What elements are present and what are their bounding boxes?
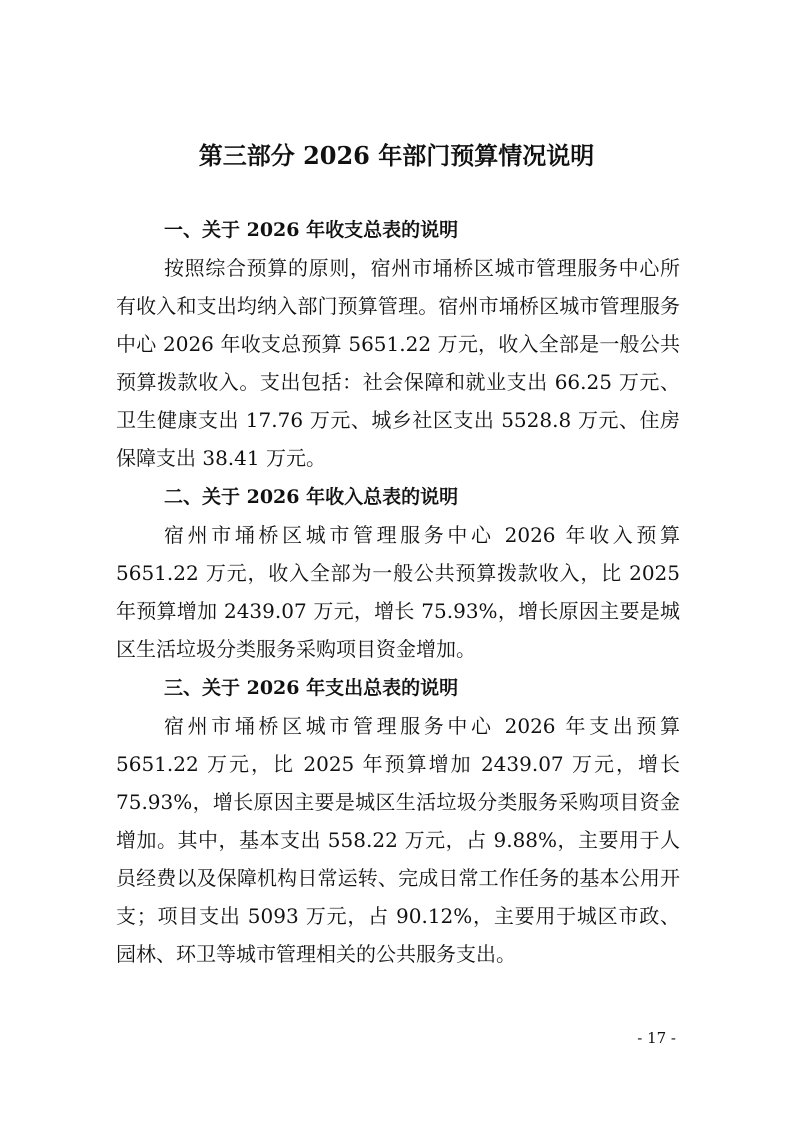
page-number: - 17 - [637,1029,676,1047]
section-heading: 三、关于 2026 年支出总表的说明 [164,677,459,699]
section-paragraph: 宿州市埇桥区城市管理服务中心 2026 年支出预算 5651.22 万元，比 2025 年预算增加 2439.07 万元，增长 75.93%，增长原因主要是城区生活垃圾分类服务采购项目资金增加。其中，基本支出 558.22 万元，占 9.88%，主要用于人员经费以及保障机构日常运转、完成日常工作任务的基本公用开支；项目支出 5093 万元，占 90.12%，主要用于城区市政、园林、环卫等城市管理相关的公共服务支出。 [116,714,680,966]
section-paragraph: 宿州市埇桥区城市管理服务中心 2026 年收入预算 5651.22 万元，收入全部为一般公共预算拨款收入，比 2025 年预算增加 2439.07 万元，增长 75.93%，增长原因主要是城区生活垃圾分类服务采购项目资金增加。 [116,523,680,661]
section-income-expense-summary [116,211,680,477]
section-income-summary [116,478,680,668]
section-heading: 二、关于 2026 年收入总表的说明 [164,486,459,508]
section-paragraph: 按照综合预算的原则，宿州市埇桥区城市管理服务中心所有收入和支出均纳入部门预算管理。宿州市埇桥区城市管理服务中心 2026 年收支总预算 5651.22 万元，收入全部是一般公共预算拨款收入。支出包括：社会保障和就业支出 66.25 万元、卫生健康支出 17.76 万元、城乡社区支出 5528.8 万元、住房保障支出 38.41 万元。 [116,256,680,470]
section-heading: 一、关于 2026 年收支总表的说明 [164,219,459,241]
document-body [116,211,680,973]
page-title: 第三部分 2026 年部门预算情况说明 [198,141,595,170]
section-expense-summary [116,669,680,973]
